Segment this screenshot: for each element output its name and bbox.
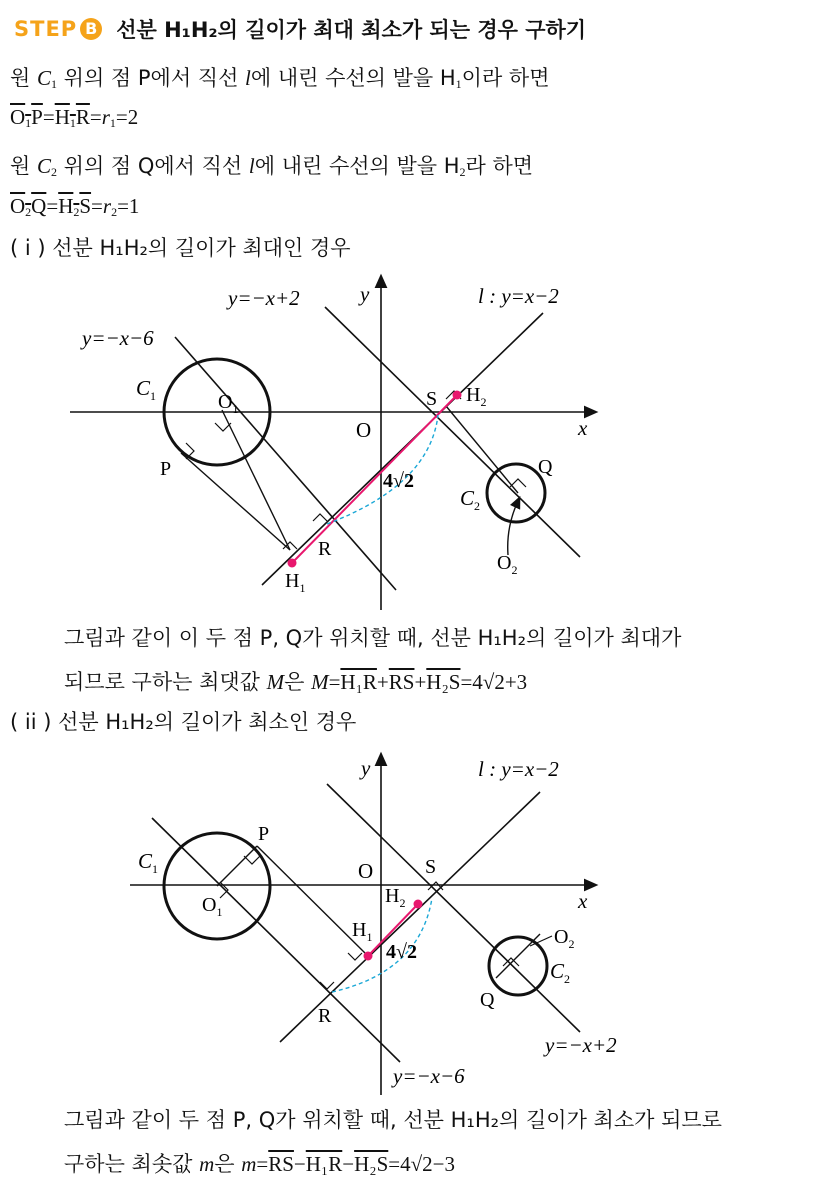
- line-y-x-2: [327, 784, 580, 1032]
- perp-o1-p: [217, 846, 257, 886]
- graph-max: [0, 265, 829, 610]
- label-eq-m2: y=−x+2: [228, 286, 300, 310]
- step-label: STEP: [14, 17, 78, 41]
- graph-min: [0, 740, 829, 1095]
- label-s: S: [425, 856, 437, 878]
- label-q: Q: [480, 989, 495, 1011]
- intro-line-2: $O_1P=H_1R=r_1=2$: [10, 105, 139, 130]
- step-header: [14, 14, 586, 44]
- label-line-l: l : y=x−2: [478, 757, 559, 781]
- label-h1: $H_1$: [285, 570, 306, 595]
- arrow-o2: [508, 501, 518, 555]
- point-h1: [288, 559, 297, 568]
- label-o1: $O_1$: [202, 894, 223, 919]
- point-h2: [414, 900, 423, 909]
- label-eq-m6: y=−x−6: [393, 1064, 465, 1088]
- label-y: y: [361, 756, 371, 780]
- label-x: x: [578, 889, 588, 913]
- label-c2: $C_2$: [460, 486, 481, 513]
- intro-line-3: 원 $C_2$ 위의 점 Q에서 직선 l에 내린 수선의 발을 $H_2$라 하면: [10, 154, 534, 179]
- point-h2: [453, 391, 462, 400]
- step-title: 선분 H₁H₂의 길이가 최대 최소가 되는 경우 구하기: [116, 18, 587, 42]
- circle-c2: [489, 937, 547, 995]
- label-line-l: l : y=x−2: [478, 284, 559, 308]
- label-h1: $H_1$: [352, 919, 373, 944]
- label-o2: $O_2$: [554, 926, 575, 951]
- segment-h1h2: [292, 395, 457, 563]
- label-o1: $O_1$: [218, 391, 239, 416]
- perp-o1-h1: [222, 410, 290, 550]
- label-x: x: [578, 416, 588, 440]
- label-o2: $O_2$: [497, 552, 518, 577]
- point-h1: [364, 952, 373, 961]
- case2-heading: ( ii ) 선분 H₁H₂의 길이가 최소인 경우: [10, 710, 357, 734]
- label-origin: O: [358, 859, 374, 883]
- label-p: P: [258, 823, 270, 845]
- case2-text-2: 구하는 최솟값 m은 $m=\overline{RS}-H_1R-H_2S=4√2-3$: [64, 1152, 455, 1176]
- case1-heading: ( i ) 선분 H₁H₂의 길이가 최대인 경우: [10, 236, 351, 260]
- label-c2: $C_2$: [550, 959, 571, 986]
- label-h2: $H_2$: [385, 885, 406, 910]
- label-r: R: [318, 538, 332, 560]
- label-origin: O: [356, 418, 372, 442]
- perp-o2-h2: [446, 406, 518, 493]
- label-p: P: [160, 458, 172, 480]
- label-c1: $C_1$: [138, 849, 159, 876]
- label-h2: $H_2$: [466, 384, 487, 409]
- case2-text-1: 그림과 같이 두 점 P, Q가 위치할 때, 선분 H₁H₂의 길이가 최소가 되므로: [64, 1108, 722, 1132]
- case1-text-2: 되므로 구하는 최댓값 M은 $M=H_1R+\overline{RS}+H_2S=4√2+3$: [64, 670, 528, 694]
- intro-line-4: $O_2Q=H_2S=r_2=1$: [10, 194, 140, 219]
- perp-p-h1: [181, 453, 290, 550]
- label-length: 4√2: [386, 941, 417, 963]
- label-r: R: [318, 1005, 332, 1027]
- label-eq-m2: y=−x+2: [545, 1033, 617, 1057]
- label-y: y: [360, 282, 370, 306]
- label-c1: $C_1$: [136, 376, 157, 403]
- label-eq-m6: y=−x−6: [82, 326, 154, 350]
- label-length: 4√2: [383, 470, 414, 492]
- step-badge: B: [80, 18, 102, 40]
- label-s: S: [426, 388, 438, 410]
- case1-text-1: 그림과 같이 이 두 점 P, Q가 위치할 때, 선분 H₁H₂의 길이가 최대가: [64, 626, 682, 650]
- label-q: Q: [538, 456, 553, 478]
- line-l: [262, 313, 543, 585]
- intro-line-1: 원 $C_1$ 위의 점 P에서 직선 l에 내린 수선의 발을 $H_1$이라 하면: [10, 66, 550, 91]
- circle-c2: [487, 464, 545, 522]
